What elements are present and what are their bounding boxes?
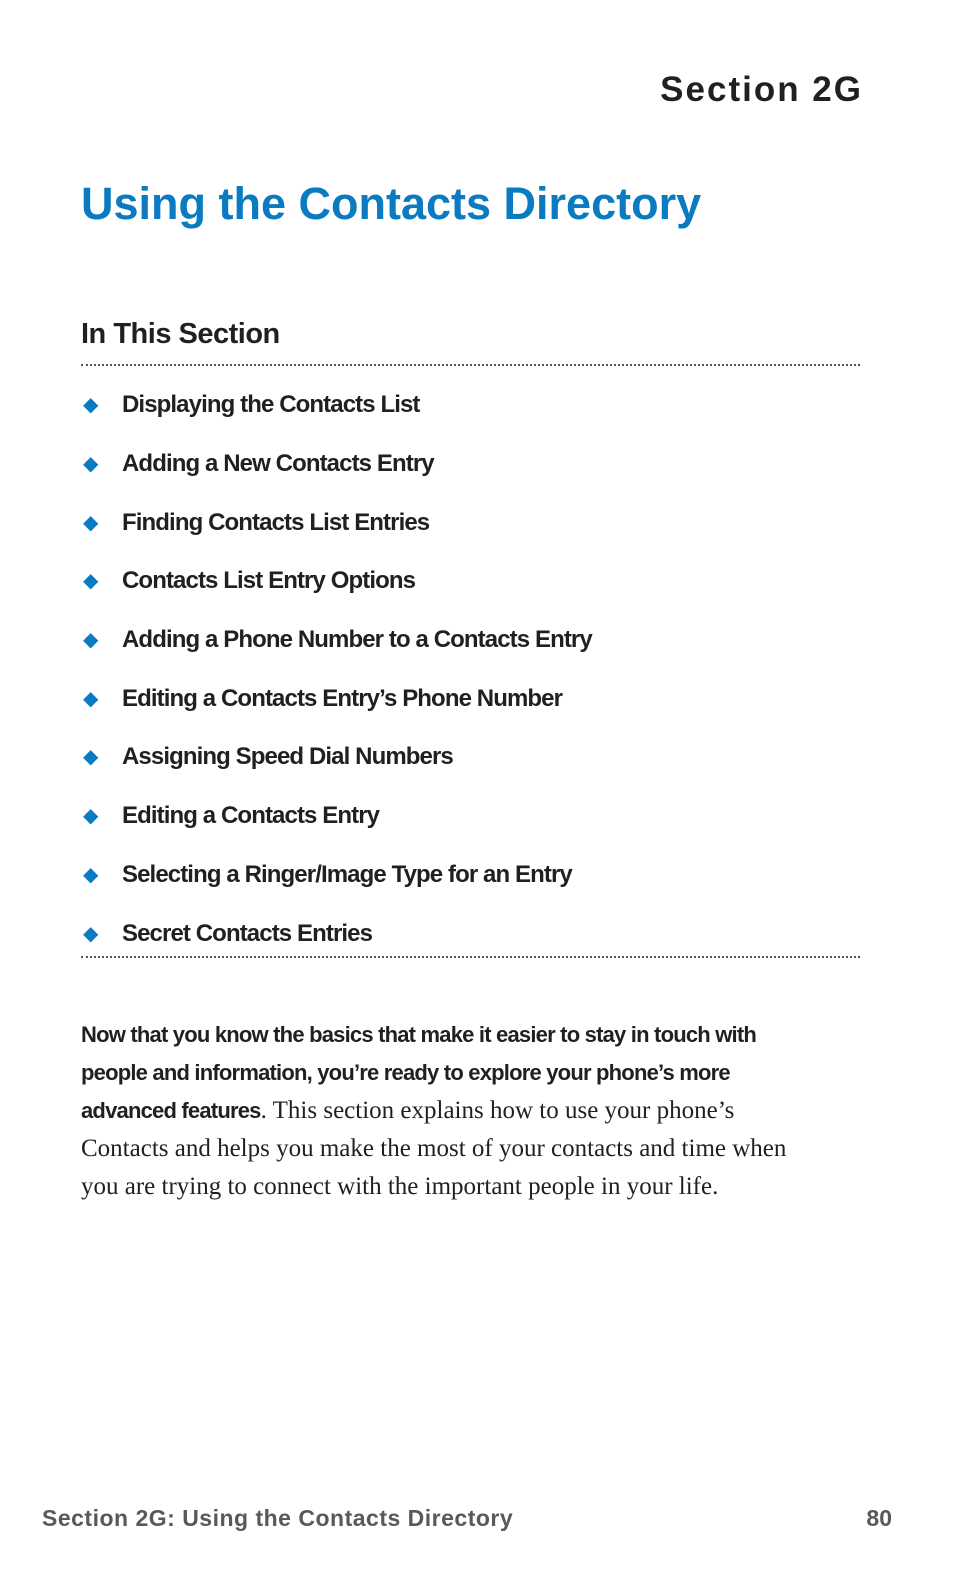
toc-item-label: Assigning Speed Dial Numbers [122,743,453,771]
toc-item-label: Editing a Contacts Entry [122,802,380,830]
toc-item-label: Adding a New Contacts Entry [122,450,434,478]
intro-lead-text: Now that you know the basics that make it easier to stay in touch with people and information, you’re ready to explore your phone’s more advanced features [81,1022,757,1123]
top-dotted-divider [81,364,860,366]
section-label: Section 2G [660,70,863,109]
toc-item-label: Secret Contacts Entries [122,919,373,947]
diamond-bullet-icon: ◆ [83,394,99,417]
toc-item-label: Displaying the Contacts List [122,391,420,419]
page-title: Using the Contacts Directory [81,178,702,229]
toc-item [81,435,592,494]
toc-item [81,728,592,787]
diamond-bullet-icon: ◆ [83,922,99,945]
bottom-dotted-divider [81,956,860,958]
section-contents-list [81,376,592,963]
toc-item [81,552,592,611]
toc-item-label: Selecting a Ringer/Image Type for an Entry [122,860,572,888]
toc-item-label: Contacts List Entry Options [122,567,416,595]
intro-body-text: . This section explains how to use your phone’s Contacts and helps you make the most of your contacts and time when you are trying to connect with the important people in your life. [81,1097,787,1200]
toc-item-label: Editing a Contacts Entry’s Phone Number [122,684,563,712]
toc-item [81,669,592,728]
toc-item [81,846,592,905]
toc-item [81,376,592,435]
diamond-bullet-icon: ◆ [83,687,99,710]
diamond-bullet-icon: ◆ [83,746,99,769]
footer-section-title: Section 2G: Using the Contacts Directory [42,1505,514,1531]
toc-item [81,904,592,963]
toc-item [81,611,592,670]
toc-item [81,787,592,846]
diamond-bullet-icon: ◆ [83,570,99,593]
toc-item [81,493,592,552]
in-this-section-heading: In This Section [81,318,280,350]
toc-item-label: Adding a Phone Number to a Contacts Entry [122,626,592,654]
diamond-bullet-icon: ◆ [83,805,99,828]
intro-paragraph [81,1016,791,1206]
diamond-bullet-icon: ◆ [83,453,99,476]
toc-item-label: Finding Contacts List Entries [122,508,430,536]
footer-page-number: 80 [866,1505,892,1531]
diamond-bullet-icon: ◆ [83,629,99,652]
diamond-bullet-icon: ◆ [83,511,99,534]
diamond-bullet-icon: ◆ [83,863,99,886]
